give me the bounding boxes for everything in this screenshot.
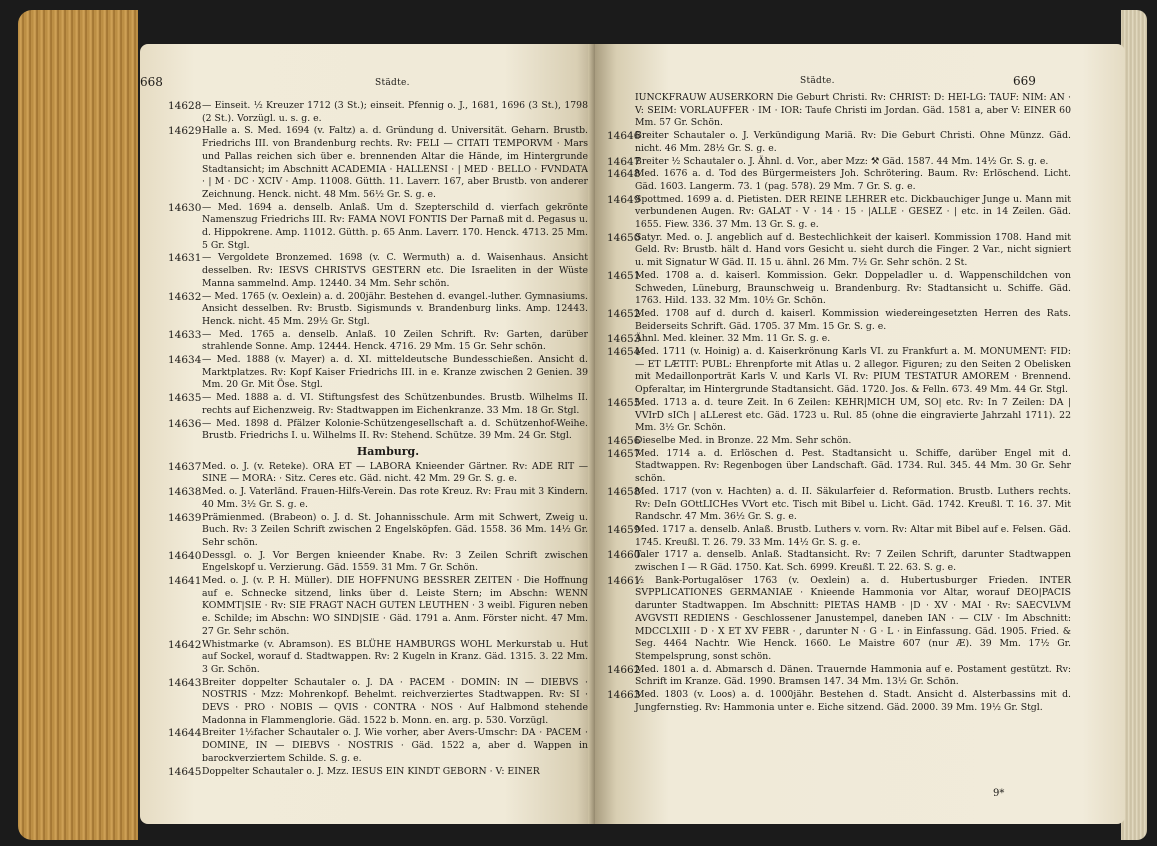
catalog-entry [607, 574, 1071, 664]
catalog-entry [607, 333, 1071, 346]
lot-number: 14656 [607, 434, 641, 447]
entry-description: Med. 1803 (v. Loos) a. d. 1000jähr. Bestehen d. Stadt. Ansicht d. Alsterbassins mit d. Jungfernstieg. Rv: Hammonia unter e. Eiche sitzend. Gäd. 2000. 39 Mm. 19½ Gr. Stgl. [635, 689, 1071, 713]
catalog-entry [168, 252, 588, 290]
right-page-text [607, 92, 1071, 714]
catalog-entry [168, 328, 588, 354]
entry-description: Med. 1717 a. denselb. Anlaß. Brustb. Luthers v. vorn. Rv: Altar mit Bibel auf e. Felsen. Gäd. 1745. Kreußl. T. 26. 79. 33 Mm. 14½ Gr. S. g. e. [635, 523, 1071, 548]
lot-number: 14663 [607, 689, 641, 702]
entry-description: Prämienmed. (Brabeon) o. J. d. St. Johannisschule. Arm mit Schwert, Zweig u. Buch. Rv: 3 Zeilen Schrift zwischen 2 Engelsköpfen. Gäd. 1558. 36 Mm. 14½ Gr. Sehr schön. [202, 511, 588, 548]
lot-number: 14635 [168, 392, 202, 405]
catalog-entry [607, 155, 1071, 169]
lot-number: 14631 [168, 252, 202, 265]
catalog-entry [168, 549, 588, 575]
lot-number: 14659 [607, 523, 641, 536]
catalog-entry [168, 765, 588, 779]
entry-description: Med. 1708 auf d. durch d. kaiserl. Kommission wiedereingesetzten Herren des Rats. Beiderseits Schrift. Gäd. 1705. 37 Mm. 15 Gr. S. g. e. [635, 307, 1071, 332]
catalog-entry [607, 689, 1071, 714]
entry-description: Med. 1708 a. d. kaiserl. Kommission. Gekr. Doppeladler u. d. Wappenschildchen von Schweden, Lüneburg, Braunschweig u. Brandenburg. Rv: Stadtansicht u. Schiffe. Gäd. 1763. Hild. 133. 32 Mm. 10½ Gr. Schön. [635, 269, 1071, 307]
lot-number: 14660 [607, 549, 641, 562]
lot-number: 14651 [607, 269, 641, 282]
catalog-entry [168, 125, 588, 201]
left-page-edges [18, 10, 138, 840]
running-head-right: Städte. [800, 76, 835, 86]
entry-description: Med. 1676 a. d. Tod des Bürgermeisters Joh. Schrötering. Baum. Rv: Erlöschend. Licht. Gäd. 1603. Langerm. 73. 1 (pag. 578). 29 Mm. 7 Gr. S. g. e. [635, 168, 1071, 192]
catalog-entry [607, 346, 1071, 397]
lot-number: 14647 [607, 155, 641, 168]
entry-description: — Med. 1765 a. denselb. Anlaß. 10 Zeilen Schrift. Rv: Garten, darüber strahlende Sonne. Amp. 12444. Henck. 4716. 29 Mm. 15 Gr. Sehr schön. [202, 328, 588, 353]
entry-description: ½ Bank-Portugalöser 1763 (v. Oexlein) a. d. Hubertusburger Frieden. INTER SVPPLICATIONES GERMANIAE · Knieende Hammonia vor Altar, worauf DEO|PACIS darunter Stadtwappen. Im Abschnitt: PIETAS HAMB · |D · XV · MAI · Rv: SAECVLVM AVGVSTI REDIENS · Geschlossener Janustempel, daneben IAN · — CLV · Im Abschnitt: MDCCLXIII · D · X ET XV FEBR · , darunter N · G · L · in Einfassung. Gäd. 1905. Fried. & Seg. 4464 Nachtr. Wie Henck. 1660. Le Maistre 607 (nur Æ). 39 Mm. 17½ Gr. Stempelsprung, sonst schön. [635, 574, 1071, 662]
lot-number: 14641 [168, 575, 202, 588]
entry-description: Ähnl. Med. kleiner. 32 Mm. 11 Gr. S. g. e. [635, 333, 831, 345]
lot-number: 14661 [607, 574, 641, 587]
lot-number: 14630 [168, 201, 202, 214]
catalog-entry [168, 100, 588, 125]
entry-description: — Med. 1888 a. d. VI. Stiftungsfest des Schützenbundes. Brustb. Wilhelms II. rechts auf Eichenzweig. Rv: Stadtwappen im Eichenkranze. 33 Mm. 18 Gr. Stgl. [202, 392, 588, 416]
lot-number: 14644 [168, 727, 202, 740]
entry-description: Breiter Schautaler o. J. Verkündigung Mariä. Rv: Die Geburt Christi. Ohne Münzz. Gäd. nicht. 46 Mm. 28½ Gr. S. g. e. [635, 130, 1071, 154]
entry-description: Med. 1714 a. d. Erlöschen d. Pest. Stadtansicht u. Schiffe, darüber Engel mit d. Stadtwappen. Rv: Regenbogen über Landschaft. Gäd. 1734. Rul. 345. 44 Mm. 30 Gr. Sehr schön. [635, 447, 1071, 485]
catalog-entry [607, 663, 1071, 689]
lot-number: 14662 [607, 663, 641, 676]
catalog-entry [168, 486, 588, 511]
catalog-entry [168, 676, 588, 728]
entry-description: — Med. 1898 d. Pfälzer Kolonie-Schützengesellschaft a. d. Schützenhof-Weihe. Brustb. Friedrichs I. u. Wilhelms II. Rv: Stehend. Schütze. 39 Mm. 24 Gr. Stgl. [202, 417, 588, 442]
catalog-entry [168, 727, 588, 765]
lot-number: 14645 [168, 765, 202, 778]
entry-description: — Med. 1888 (v. Mayer) a. d. XI. mitteldeutsche Bundesschießen. Ansicht d. Marktplatzes. Rv: Kopf Kaiser Friedrichs III. in e. Kranze zwischen 2 Genien. 39 Mm. 20 Gr. Mit Öse. Stgl. [202, 354, 588, 391]
catalog-entry [168, 511, 588, 550]
continuation-text: IUNCKFRAUW AUSERKORN Die Geburt Christi. Rv: CHRIST: D: HEI-LG: TAUF: NIM: AN · V: SEIM: VORLAUFFER · IM · IOR: Taufe Christi im Jordan. Gäd. 1581 a, aber V: EINER 60 Mm. 57 Gr. Schön. [635, 92, 1071, 129]
entry-description: Med. o. J. (v. Reteke). ORA ET — LABORA Knieender Gärtner. Rv: ADE RIT — SINE — MORA: · Sitz. Ceres etc. Gäd. nicht. 42 Mm. 29 Gr. S. g. e. [202, 460, 588, 485]
catalog-entry [607, 396, 1071, 435]
lot-number: 14637 [168, 460, 202, 473]
lot-number: 14642 [168, 638, 202, 651]
section-heading: Hamburg. [356, 444, 420, 458]
lot-number: 14636 [168, 417, 202, 430]
catalog-entry [168, 460, 588, 486]
lot-number: 14654 [607, 346, 641, 359]
catalog-entry [607, 231, 1071, 270]
catalog-entry [607, 193, 1071, 232]
entry-description: Breiter ½ Schautaler o. J. Ähnl. d. Vor., aber Mzz: ⚒ Gäd. 1587. 44 Mm. 14½ Gr. S. g. e. [635, 155, 1049, 167]
entry-description: — Vergoldete Bronzemed. 1698 (v. C. Wermuth) a. d. Waisenhaus. Ansicht desselben. Rv: IESVS CHRISTVS GESTERN etc. Die Israeliten in der Wüste Manna sammelnd. Amp. 12440. 34 Mm. Sehr schön. [202, 252, 588, 289]
catalog-entry [607, 434, 1071, 448]
entry-description: Dieselbe Med. in Bronze. 22 Mm. Sehr schön. [635, 434, 852, 446]
entry-description: Med. 1711 (v. Hoinig) a. d. Kaiserkrönung Karls VI. zu Frankfurt a. M. MONUMENT: FID: — ET LÆTIT: PUBL: Ehrenpforte mit Atlas u. 2 allegor. Figuren; zu den Seiten 2 Obelisken mit Medaillonporträt Karls V. und Karls VI. Rv: PIUM TESTATUR AMOREM · Brennend. Opferaltar, im Hintergrunde Stadtansicht. Gäd. 1720. Jos. & Felln. 673. 49 Mm. 44 Gr. Stgl. [635, 346, 1071, 396]
catalog-entry [607, 549, 1071, 574]
entry-description: — Med. 1765 (v. Oexlein) a. d. 200jähr. Bestehen d. evangel.-luther. Gymnasiums. Ansicht desselben. Rv: Brustb. Sigismunds v. Brandenburg links. Amp. 12443. Henck. nicht. 45 Mm. 29½ Gr. Stgl. [202, 290, 588, 327]
catalog-entry [168, 417, 588, 443]
page-number-left: 668 [140, 75, 163, 89]
catalog-entry [607, 485, 1071, 524]
lot-number: 14650 [607, 231, 641, 244]
catalog-entry [607, 130, 1071, 155]
entry-description: Med. 1801 a. d. Abmarsch d. Dänen. Trauernde Hammonia auf e. Postament gestützt. Rv: Schrift im Kranze. Gäd. 1990. Bramsen 147. 34 Mm. 13½ Gr. Schön. [635, 663, 1071, 688]
right-page [595, 44, 1125, 824]
lot-number: 14657 [607, 447, 641, 460]
left-page [140, 44, 595, 824]
catalog-entry [607, 307, 1071, 333]
lot-number: 14652 [607, 307, 641, 320]
lot-number: 14640 [168, 549, 202, 562]
page-number-right: 669 [1013, 74, 1036, 88]
lot-number: 14634 [168, 354, 202, 367]
catalog-entry [168, 201, 588, 253]
lot-number: 14655 [607, 396, 641, 409]
entry-description: Med. o. J. Vaterländ. Frauen-Hilfs-Verein. Das rote Kreuz. Rv: Frau mit 3 Kindern. 40 Mm. 3½ Gr. S. g. e. [202, 486, 588, 510]
lot-number: 14633 [168, 328, 202, 341]
entry-description: Dessgl. o. J. Vor Bergen knieender Knabe. Rv: 3 Zeilen Schrift zwischen Engelskopf u. Verzierung. Gäd. 1559. 31 Mm. 7 Gr. Schön. [202, 549, 588, 574]
left-page-text [168, 100, 588, 778]
catalog-entry [168, 638, 588, 677]
lot-number: 14632 [168, 290, 202, 303]
lot-number: 14653 [607, 333, 641, 346]
lot-number: 14658 [607, 485, 641, 498]
catalog-entry [168, 575, 588, 639]
entry-description: Med. 1717 (von v. Hachten) a. d. II. Säkularfeier d. Reformation. Brustb. Luthers rechts. Rv: DeIn GOttLICHes VVort etc. Tisch mit Bibel u. Licht. Gäd. 1742. Kreußl. T. 16. 37. Mit Randschr. 47 Mm. 36½ Gr. S. g. e. [635, 485, 1071, 523]
entry-description: Doppelter Schautaler o. J. Mzz. IESUS EIN KINDT GEBORN · V: EINER [202, 765, 540, 777]
catalog-entry [607, 168, 1071, 193]
entry-description: Med. o. J. (v. P. H. Müller). DIE HOFFNUNG BESSRER ZEITEN · Die Hoffnung auf e. Schnecke sitzend, links über d. Leiste Stern; im Abschn: WENN KOMMT|SIE · Rv: SIE FRAGT NACH GUTEN LEUTHEN · 3 weibl. Figuren neben e. Schilde; im Abschn: WO SIND|SIE · Gäd. 1791 a. Anm. Förster nicht. 47 Mm. 27 Gr. Sehr schön. [202, 575, 588, 637]
entry-description: Breiter doppelter Schautaler o. J. DA · PACEM · DOMIN: IN — DIEBVS · NOSTRIS · Mzz: Mohrenkopf. Behelmt. reichverziertes Stadtwappen. Rv: SI · DEVS · PRO · NOBIS — QVIS · CONTRA · NOS · Auf Halbmond stehende Madonna in Flammenglorie. Gäd. 1522 b. Monn. en. arg. p. 530. Vorzügl. [202, 676, 588, 726]
lot-number: 14639 [168, 511, 202, 524]
entry-description: Whistmarke (v. Abramson). ES BLÜHE HAMBURGS WOHL Merkurstab u. Hut auf Sockel, worauf d. Stadtwappen. Rv: 2 Kugeln in Kranz. Gäd. 1315. 3. 22 Mm. 3 Gr. Schön. [202, 638, 588, 675]
entry-description: Spottmed. 1699 a. d. Pietisten. DER REINE LEHRER etc. Dickbauchiger Junge u. Mann mit verbundenen Augen. Rv: GALAT · V · 14 · 15 · |ALLE · GESEZ · | etc. in 14 Zeilen. Gäd. 1655. Fiew. 336. 37 Mm. 13 Gr. S. g. e. [635, 193, 1071, 231]
entry-description: Breiter 1½facher Schautaler o. J. Wie vorher, aber Avers-Umschr: DA · PACEM · DOMINE, IN — DIEBVS · NOSTRIS · Gäd. 1522 a, aber d. Wappen in barockverziertem Schilde. S. g. e. [202, 727, 588, 764]
entry-description: Satyr. Med. o. J. angeblich auf d. Bestechlichkeit der kaiserl. Kommission 1708. Hand mit Geld. Rv: Brustb. hält d. Hand vors Gesicht u. sieht durch die Finger. 2 Var., nicht signiert u. mit Signatur W Gäd. II. 15 u. ähnl. 26 Mm. 7½ Gr. Sehr schön. 2 St. [635, 231, 1071, 269]
catalog-entry [607, 447, 1071, 486]
catalog-entry [168, 354, 588, 392]
running-head-left: Städte. [375, 78, 410, 88]
lot-number: 14646 [607, 130, 641, 143]
catalog-entry [168, 290, 588, 329]
entry-description: — Einseit. ½ Kreuzer 1712 (3 St.); einseit. Pfennig o. J., 1681, 1696 (3 St.), 1798 (2 St.). Vorzügl. u. s. g. e. [202, 100, 588, 124]
catalog-entry [168, 392, 588, 417]
entry-description: — Med. 1694 a. denselb. Anlaß. Um d. Szepterschild d. vierfach gekrönte Namenszug Friedrichs III. Rv: FAMA NOVI FONTIS Der Parnaß mit d. Pegasus u. d. Hippokrene. Amp. 11012. Gütth. p. 65 Anm. Laverr. 170. Henck. 4713. 25 Mm. 5 Gr. Stgl. [202, 201, 588, 251]
entry-description: Halle a. S. Med. 1694 (v. Faltz) a. d. Gründung d. Universität. Geharn. Brustb. Friedrichs III. von Brandenburg rechts. Rv: FELI — CITATI TEMPORVM · Mars und Pallas reichen sich über e. brennenden Altar die Hände, im Hintergrunde Stadtansicht; im Abschnitt ACADEMIA · HALLENSI · | MED · BELLO · FVNDATA · | M · DC · XCIV · Amp. 11008. Gütth. 11. Laverr. 167, aber Brustb. von anderer Zeichnung. Henck. nicht. 48 Mm. 56½ Gr. S. g. e. [202, 125, 588, 200]
signature-mark: 9* [993, 788, 1005, 799]
lot-number: 14638 [168, 486, 202, 499]
catalog-entry [607, 269, 1071, 308]
catalog-entry [607, 523, 1071, 549]
entry-description: Med. 1713 a. d. teure Zeit. In 6 Zeilen: KEHR|MICH UM, SO| etc. Rv: In 7 Zeilen: DA | VVIrD sICh | aLLerest etc. Gäd. 1723 u. Rul. 85 (ohne die eingravierte Jahrzahl 1711). 22 Mm. 3½ Gr. Schön. [635, 396, 1071, 434]
entry-description: Taler 1717 a. denselb. Anlaß. Stadtansicht. Rv: 7 Zeilen Schrift, darunter Stadtwappen zwischen I — R Gäd. 1750. Kat. Sch. 6999. Kreußl. T. 22. 63. S. g. e. [635, 549, 1071, 574]
lot-number: 14648 [607, 168, 641, 181]
lot-number: 14643 [168, 676, 202, 689]
lot-number: 14649 [607, 193, 641, 206]
lot-number: 14628 [168, 100, 202, 112]
lot-number: 14629 [168, 125, 202, 138]
